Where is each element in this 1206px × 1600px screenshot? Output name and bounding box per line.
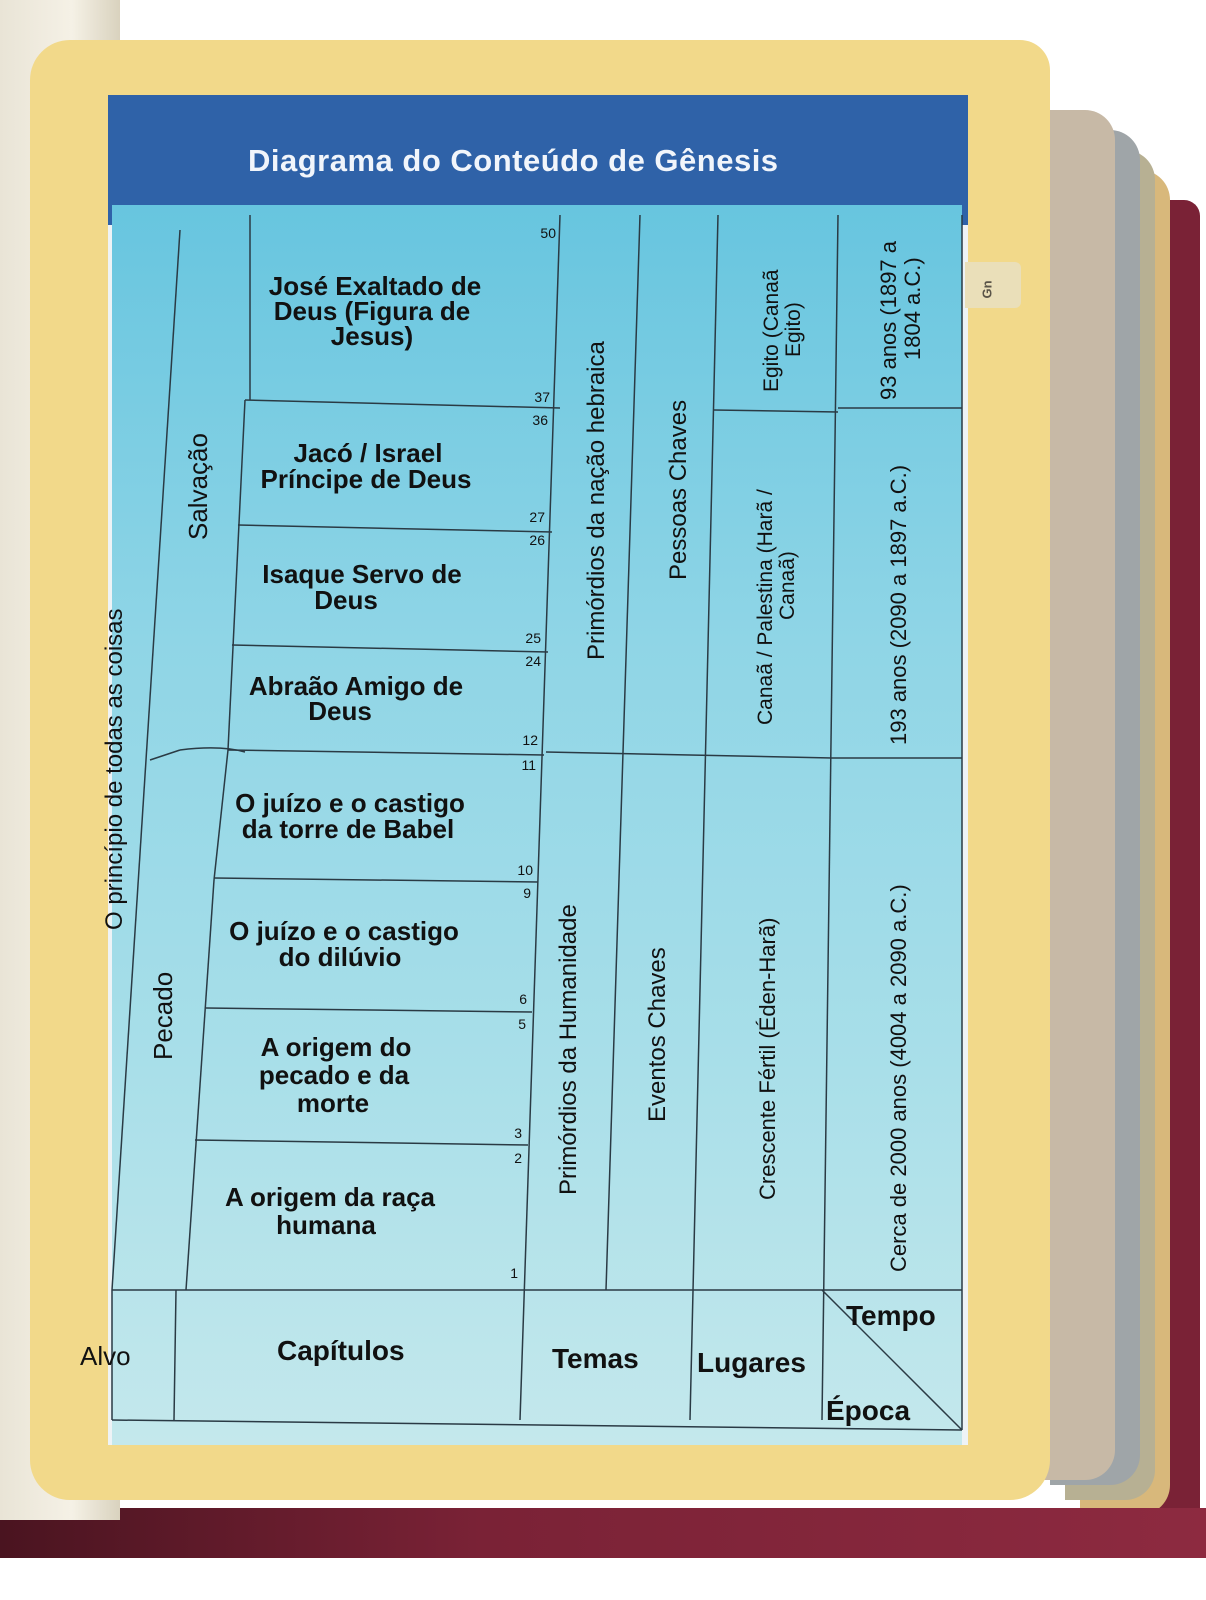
tema-pessoas-chaves: Pessoas Chaves xyxy=(665,399,692,580)
section-diluvio-line2: do dilúvio xyxy=(278,942,402,972)
chapter-number: 5 xyxy=(518,1016,526,1032)
section-isaque-line2: Deus xyxy=(314,585,378,615)
chapter-number: 26 xyxy=(529,532,545,548)
header-lugares: Lugares xyxy=(697,1347,806,1378)
lugar-canaa-line2: Canaã) xyxy=(776,551,799,620)
section-abraao-line1: Abraão Amigo de xyxy=(248,671,464,701)
header-temas: Temas xyxy=(552,1343,639,1374)
header-alvo: Alvo xyxy=(80,1341,131,1371)
header-capitulos: Capítulos xyxy=(277,1335,405,1366)
tema-nacao-hebraica: Primórdios da nação hebraica xyxy=(583,341,610,660)
chapter-number: 50 xyxy=(540,225,556,241)
section-raca-line2: humana xyxy=(276,1210,376,1240)
section-pecado-line3: morte xyxy=(296,1088,370,1118)
chapter-number: 37 xyxy=(534,389,550,405)
section-jose-line1: José Exaltado de xyxy=(268,271,482,301)
chapter-number: 6 xyxy=(519,991,527,1007)
epoca-93-anos-line1: 93 anos (1897 a xyxy=(876,240,901,400)
section-jose-line2: Deus (Figura de xyxy=(273,296,471,326)
alvo-pecado-label: Pecado xyxy=(148,971,178,1060)
header-tempo: Tempo xyxy=(846,1300,936,1331)
tema-eventos-chaves: Eventos Chaves xyxy=(644,947,671,1122)
section-abraao-line2: Deus xyxy=(308,696,372,726)
section-raca-line1: A origem da raça xyxy=(224,1182,436,1212)
chapter-number: 2 xyxy=(514,1150,522,1166)
section-babel-line1: O juízo e o castigo xyxy=(235,788,465,818)
lugar-egito-line1: Egito (Canaã xyxy=(760,269,783,392)
lugar-egito-line2: Egito) xyxy=(782,302,805,357)
epoca-2000-anos: Cerca de 2000 anos (4004 a 2090 a.C.) xyxy=(886,884,911,1272)
alvo-main-label: O princípio de todas as coisas xyxy=(101,608,128,930)
chapter-number: 12 xyxy=(522,732,538,748)
alvo-salvacao-label: Salvação xyxy=(183,433,213,540)
chapter-number: 10 xyxy=(517,862,533,878)
chapter-number: 11 xyxy=(521,757,536,773)
chapter-number: 1 xyxy=(510,1265,518,1281)
chapter-number: 25 xyxy=(525,630,541,646)
section-diluvio-line1: O juízo e o castigo xyxy=(229,916,459,946)
section-pecado-line2: pecado e da xyxy=(258,1060,410,1090)
section-babel-line2: da torre de Babel xyxy=(241,814,455,844)
book-tab-label: Gn xyxy=(979,280,995,299)
section-jaco-line1: Jacó / Israel xyxy=(293,438,443,468)
chapter-number: 24 xyxy=(525,653,541,669)
lugar-canaa-line1: Canaã / Palestina (Harã / xyxy=(754,489,777,725)
tema-humanidade: Primórdios da Humanidade xyxy=(555,904,582,1195)
lugar-crescente-fertil: Crescente Fértil (Éden-Harã) xyxy=(755,917,780,1200)
epoca-93-anos-line2: 1804 a.C.) xyxy=(900,257,925,360)
section-isaque-line1: Isaque Servo de xyxy=(262,559,462,589)
diagram-title: Diagrama do Conteúdo de Gênesis xyxy=(248,143,779,178)
section-jaco-line2: Príncipe de Deus xyxy=(260,464,472,494)
chapter-number: 27 xyxy=(529,509,545,525)
chapter-number: 36 xyxy=(532,412,548,428)
section-pecado-line1: A origem do xyxy=(260,1032,412,1062)
section-jose-line3: Jesus) xyxy=(330,321,414,351)
epoca-193-anos: 193 anos (2090 a 1897 a.C.) xyxy=(886,464,911,745)
chapter-number: 3 xyxy=(514,1125,522,1141)
header-epoca: Época xyxy=(826,1395,911,1426)
chapter-number: 9 xyxy=(523,885,531,901)
